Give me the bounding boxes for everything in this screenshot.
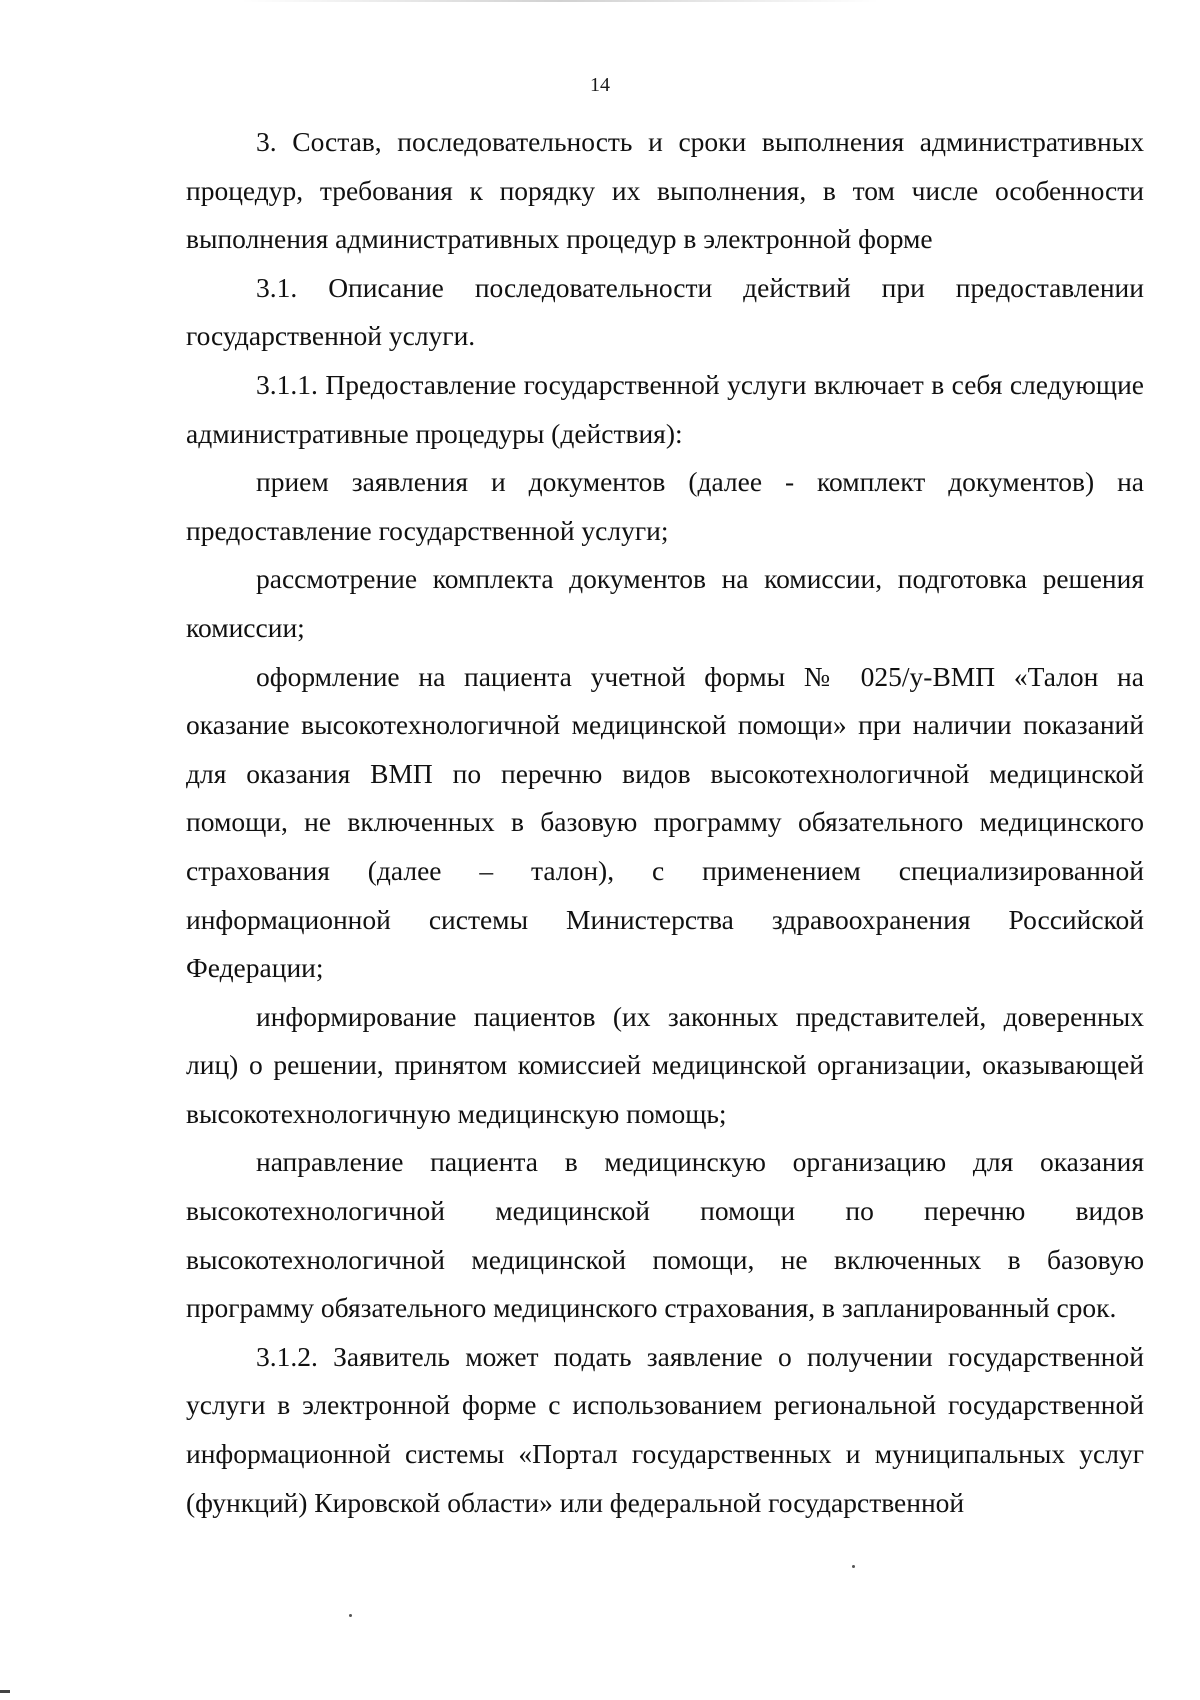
- procedure-item-reception: прием заявления и документов (далее - комплект документов) на предоставление государственной услуги;: [186, 466, 1144, 546]
- paragraph-3-1-1: 3.1.1. Предоставление государственной услуги включает в себя следующие административные процедуры (действия):: [186, 368, 1144, 449]
- scan-speck: [349, 1614, 352, 1617]
- paragraph-3-1-2: 3.1.2. Заявитель может подать заявление о получении государственной услуги в электронной форме с использованием региональной государственной информационной системы «Портал государственных и муниципальных услуг (функций) Кировской области» или федеральной государственной: [186, 1340, 1144, 1518]
- scan-edge: [240, 0, 880, 2]
- procedure-item-informing: информирование пациентов (их законных представителей, доверенных лиц) о решении, принятом комиссией медицинской организации, оказывающей высокотехнологичную медицинскую помощь;: [186, 1000, 1144, 1129]
- procedure-item-review: рассмотрение комплекта документов на комиссии, подготовка решения комиссии;: [186, 563, 1144, 643]
- scan-speck: [852, 1565, 855, 1568]
- procedure-item-referral: направление пациента в медицинскую организацию для оказания высокотехнологичной медицинской помощи по перечню видов высокотехнологичной медицинской помощи, не включенных в базовую программу обязательного медицинского страхования, в запланированный срок.: [186, 1146, 1144, 1324]
- section-heading: 3. Состав, последовательность и сроки выполнения административных процедур, требования к порядку их выполнения, в том числе особенности выполнения административных процедур в электронной форме: [186, 126, 1144, 255]
- paragraph-3-1: 3.1. Описание последовательности действий при предоставлении государственной услуги.: [186, 271, 1144, 352]
- procedure-item-form: оформление на пациента учетной формы № 025/у-ВМП «Талон на оказание высокотехнологичной медицинской помощи» при наличии показаний для оказания ВМП по перечню видов высокотехнологичной медицинской помощи, не включенных в базовую программу обязательного медицинского страхования (далее – талон), с применением специализированной информационной системы Министерства здравоохранения Российской Федерации;: [186, 660, 1144, 984]
- document-body: [186, 118, 1144, 1527]
- scan-edge-mark: [0, 1690, 10, 1693]
- page-number: 14: [590, 74, 610, 96]
